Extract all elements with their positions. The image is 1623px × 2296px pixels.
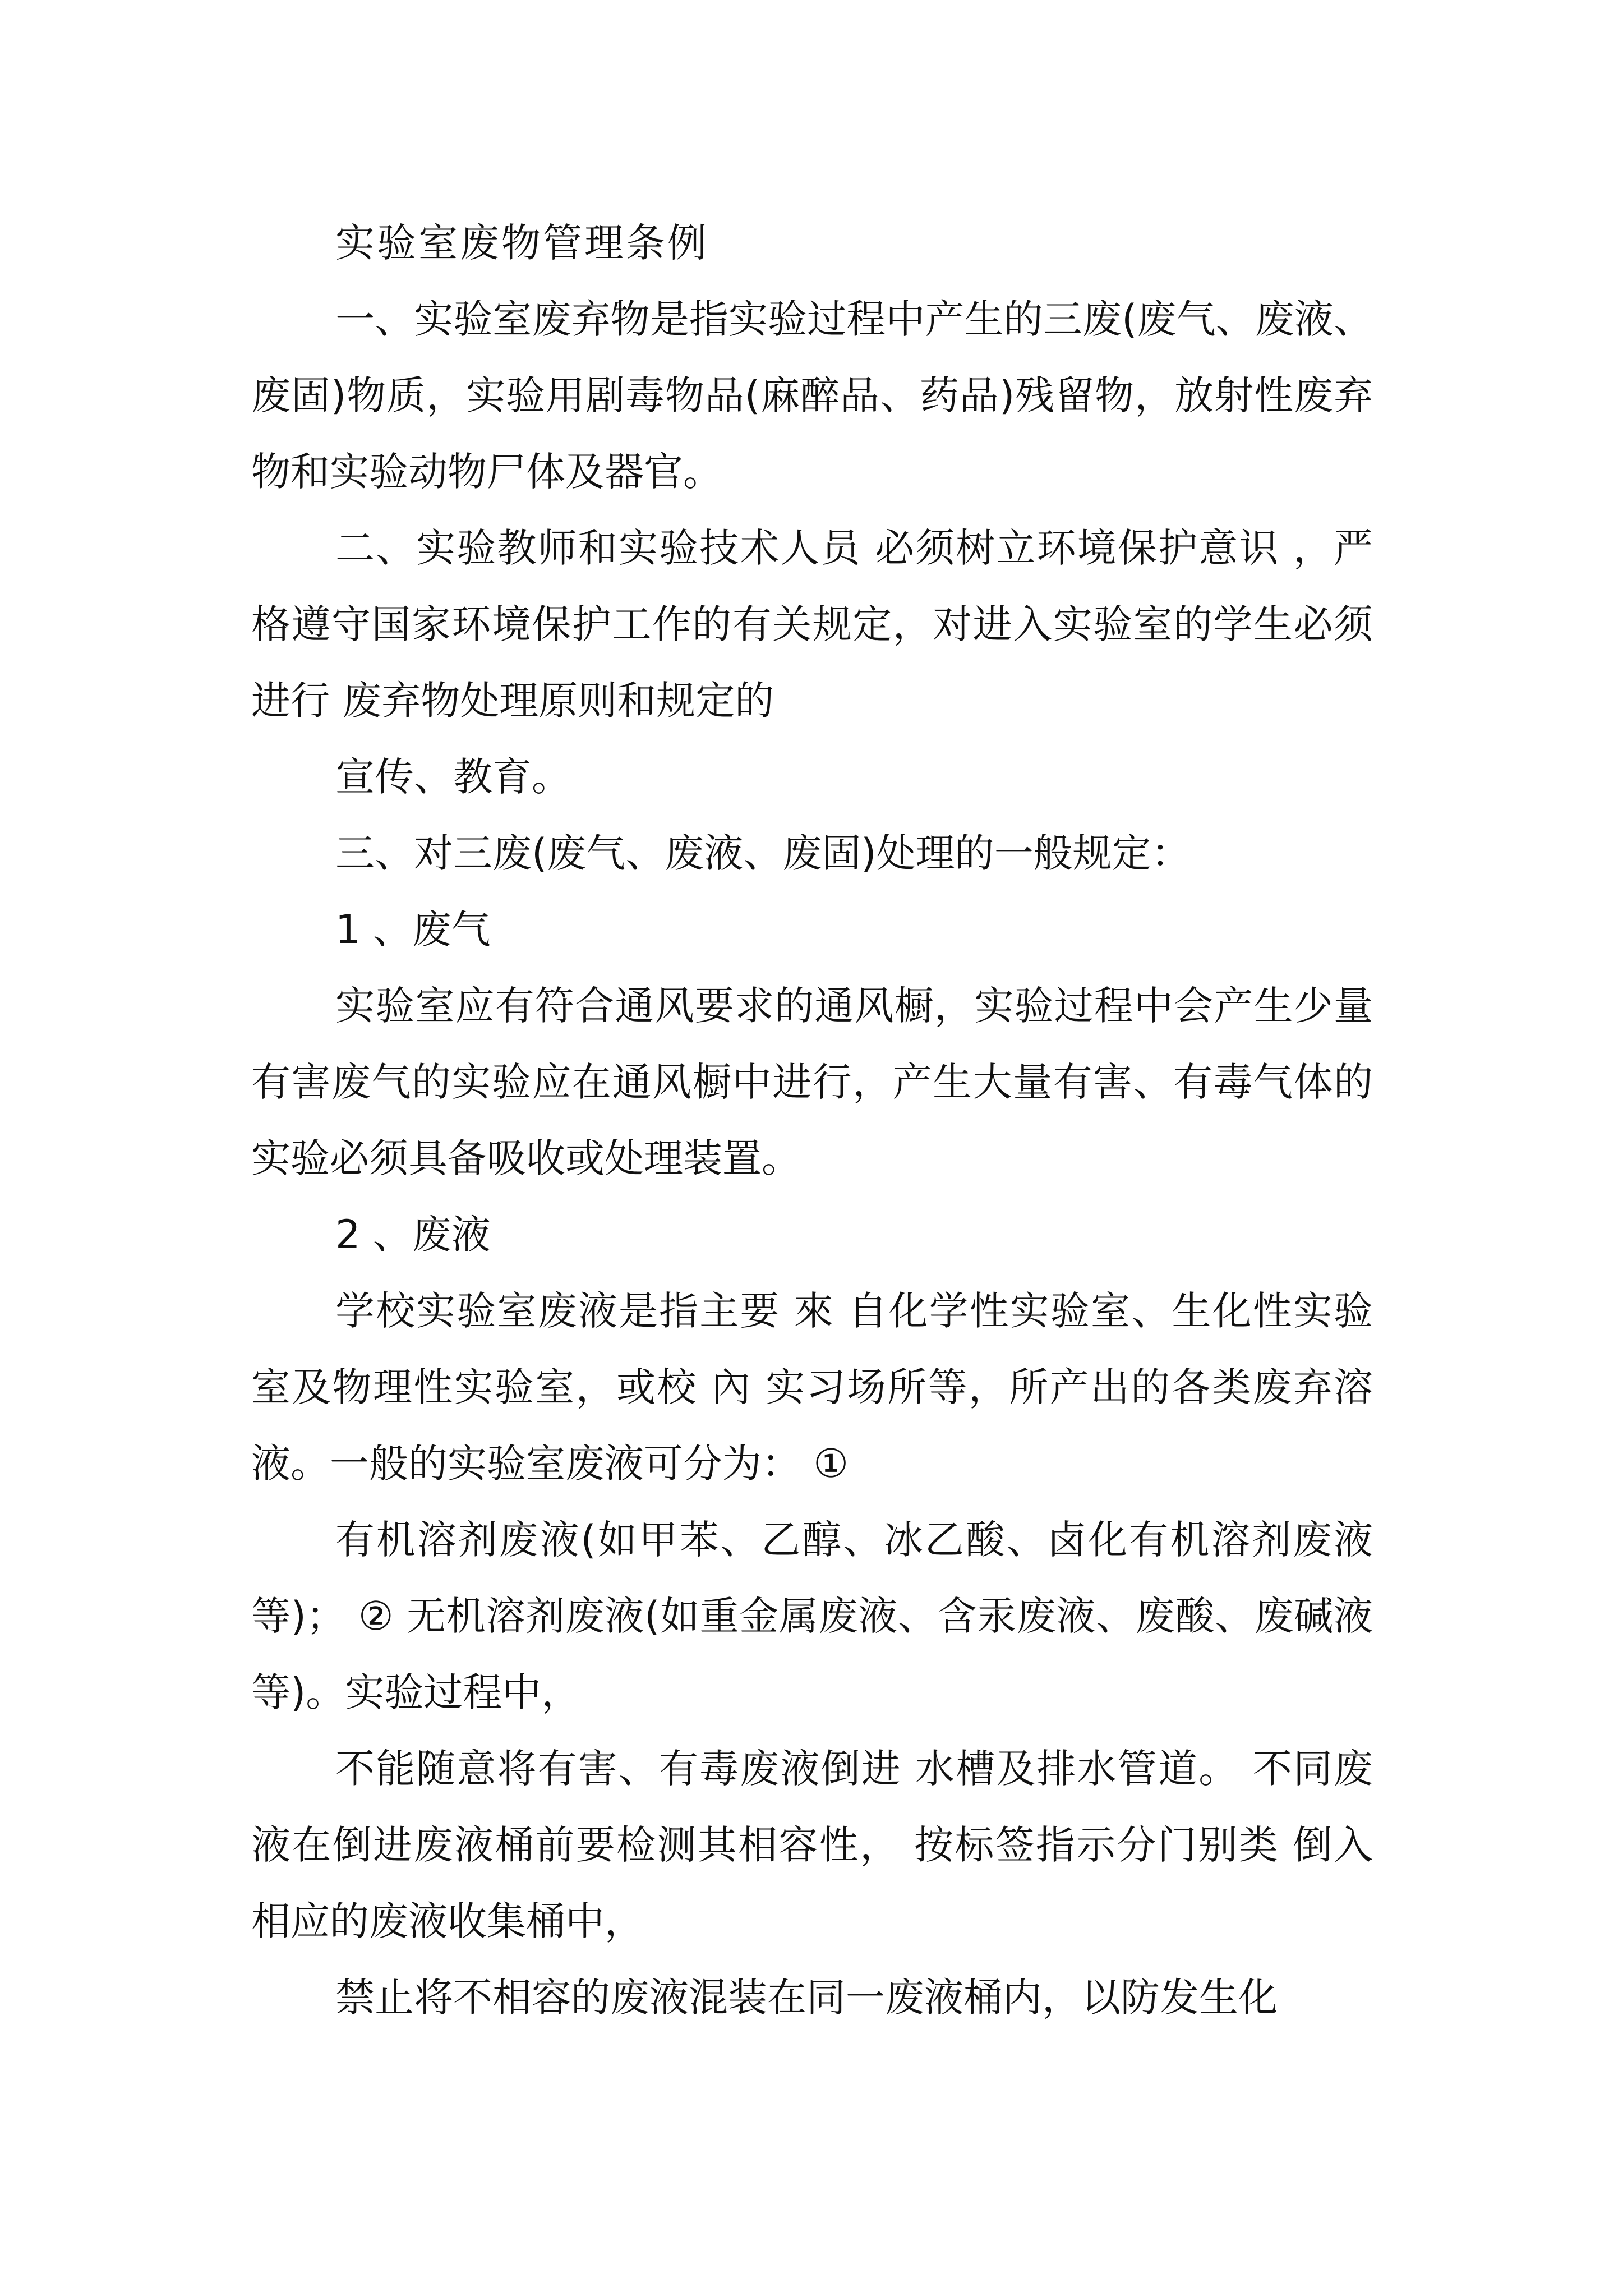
document-body xyxy=(251,205,1373,2036)
heading-waste-gas: 1 、废气 xyxy=(335,907,491,953)
document-title: 实验室废物管理条例 xyxy=(335,220,709,266)
paragraph-3-education: 宣传、教育。 xyxy=(335,754,571,800)
heading-waste-liquid: 2 、废液 xyxy=(335,1212,491,1258)
paragraph-1-definition: 一、实验室废弃物是指实验过程中产生的三废(废气、废液、废固)物质，实验用剧毒物品(麻醉品、药品)残留物，放射性废弃物和实验动物尸体及器官。 xyxy=(251,296,1373,495)
paragraph-waste-gas: 实验室应有符合通风要求的通风橱，实验过程中会产生少量有害废气的实验应在通风橱中进行，产生大量有害、有毒气体的实验必须具备吸收或处理装置。 xyxy=(251,983,1373,1181)
paragraph-4-general-rules: 三、对三废(废气、废液、废固)处理的一般规定： xyxy=(335,830,1191,876)
paragraph-waste-liquid-types: 有机溶剂废液(如甲苯、乙醇、冰乙酸、卤化有机溶剂废液等)； ② 无机溶剂废液(如重金属废液、含汞废液、废酸、废碱液等)。实验过程中， xyxy=(251,1517,1373,1715)
paragraph-waste-liquid-mixing: 禁止将不相容的废液混装在同一废液桶内，以防发生化 xyxy=(335,1975,1278,2021)
paragraph-waste-liquid-disposal: 不能随意将有害、有毒废液倒进 水槽及排水管道。 不同废液在倒进废液桶前要检测其相容性， 按标签指示分门别类 倒入相应的废液收集桶中， xyxy=(251,1746,1373,1944)
paragraph-waste-liquid-definition: 学校实验室废液是指主要 來 自化学性实验室、生化性实验室及物理性实验室，或校 內 实习场所等，所产出的各类废弃溶液。一般的实验室废液可分为： ① xyxy=(251,1288,1373,1487)
paragraph-2-staff-duty: 二、实验教师和实验技术人员 必须树立环境保护意识 ，严格遵守国家环境保护工作的有关规定，对进入实验室的学生必须进行 废弃物处理原则和规定的 xyxy=(251,525,1373,724)
